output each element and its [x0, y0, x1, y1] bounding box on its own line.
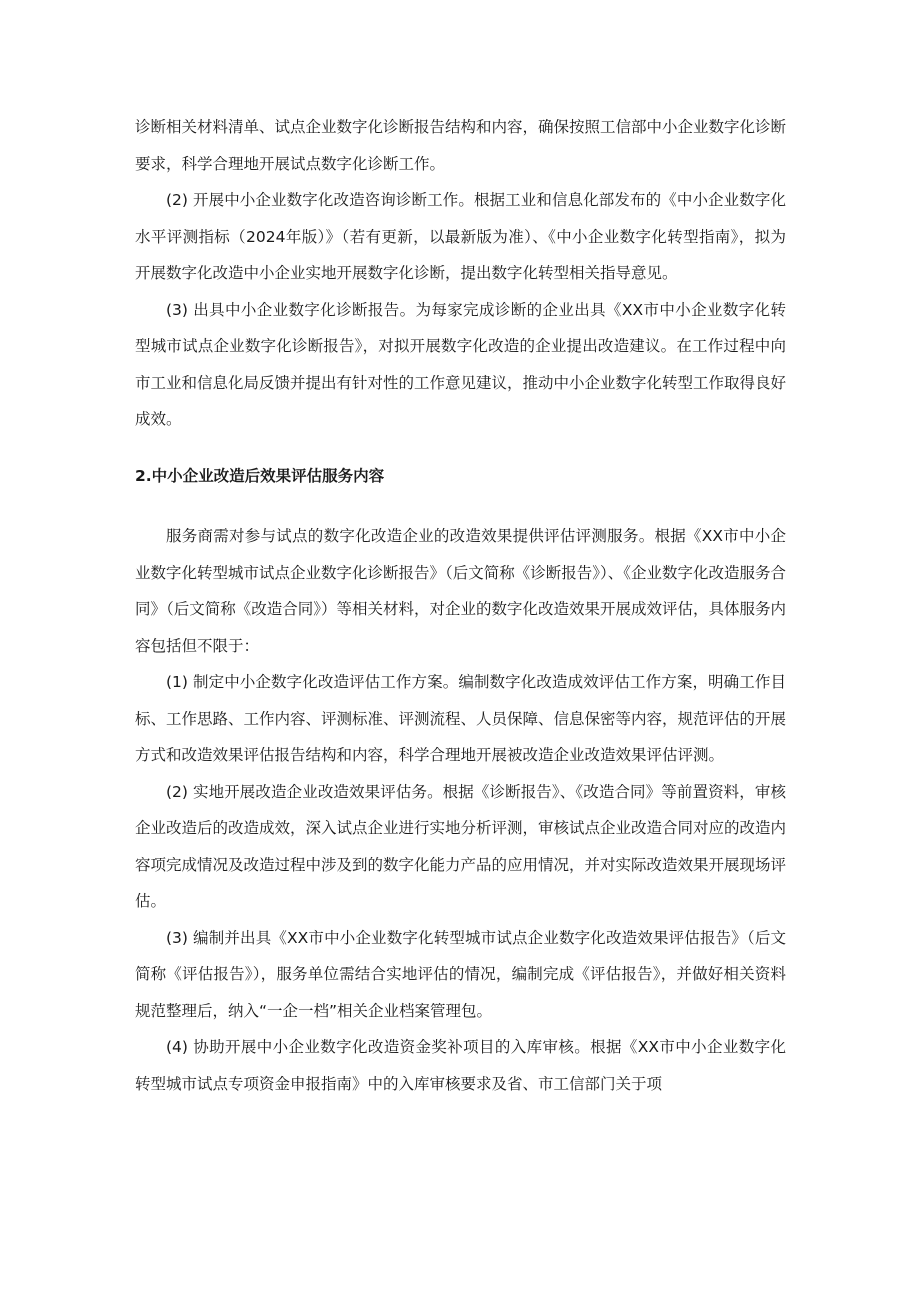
paragraph-item-2: (2) 开展中小企业数字化改造咨询诊断工作。根据工业和信息化部发布的《中小企业数字化水平评测指标（2024年版）》（若有更新，以最新版为准）、《中小企业数字化转型指南》，拟为开展数字化改造中小企业实地开展数字化诊断，提出数字化转型相关指导意见。	[135, 191, 786, 282]
paragraph-item-1: (1) 制定中小企数字化改造评估工作方案。编制数字化改造成效评估工作方案，明确工作目标、工作思路、工作内容、评测标准、评测流程、人员保障、信息保密等内容，规范评估的开展方式和改造效果评估报告结构和内容，科学合理地开展被改造企业改造效果评估评测。	[135, 673, 787, 764]
paragraph-item-2: (2) 实地开展改造企业改造效果评估务。根据《诊断报告》、《改造合同》等前置资料，审核企业改造后的改造成效，深入试点企业进行实地分析评测，审核试点企业改造合同对应的改造内容项完成情况及改造过程中涉及到的数字化能力产品的应用情况，并对实际改造效果开展现场评估。	[135, 782, 787, 910]
paragraph-continued: 诊断相关材料清单、试点企业数字化诊断报告结构和内容，确保按照工信部中小企业数字化诊断要求，科学合理地开展试点数字化诊断工作。	[135, 118, 787, 173]
paragraph-item-3: (3) 编制并出具《XX市中小企业数字化转型城市试点企业数字化改造效果评估报告》（后文简称《评估报告》），服务单位需结合实地评估的情况，编制完成《评估报告》，并做好相关资料规范整理后，纳入“一企一档”相关企业档案管理包。	[135, 928, 786, 1020]
spacer	[135, 438, 786, 458]
document-body	[135, 109, 786, 1102]
section-heading: 2.中小企业改造后效果评估服务内容	[135, 466, 385, 485]
paragraph-item-4: (4) 协助开展中小企业数字化改造资金奖补项目的入库审核。根据《XX市中小企业数字化转型城市试点专项资金申报指南》中的入库审核要求及省、市工信部门关于项	[135, 1038, 786, 1093]
paragraph-intro: 服务商需对参与试点的数字化改造企业的改造效果提供评估评测服务。根据《XX市中小企业数字化转型城市试点企业数字化诊断报告》（后文简称《诊断报告》）、《企业数字化改造服务合同》（后文简称《改造合同》）等相关材料，对企业的数字化改造效果开展成效评估，具体服务内容包括但不限于：	[135, 527, 787, 655]
paragraph-item-3: (3) 出具中小企业数字化诊断报告。为每家完成诊断的企业出具《XX市中小企业数字化转型城市试点企业数字化诊断报告》，对拟开展数字化改造的企业提出改造建议。在工作过程中向市工业和信息化局反馈并提出有针对性的工作意见建议，推动中小企业数字化转型工作取得良好成效。	[135, 300, 787, 428]
spacer	[135, 494, 786, 518]
